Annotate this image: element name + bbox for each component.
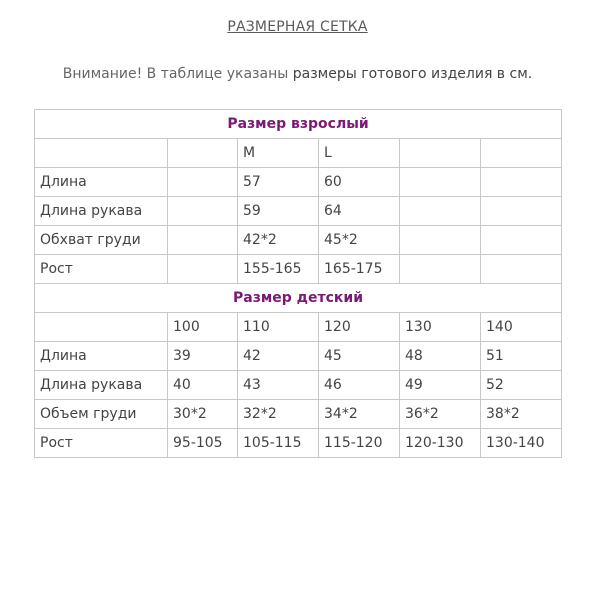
table-cell: M <box>238 139 319 168</box>
table-cell: 59 <box>238 197 319 226</box>
table-cell <box>481 139 562 168</box>
table-cell: 39 <box>168 342 238 371</box>
row-label: Длина рукава <box>35 371 168 400</box>
table-cell: L <box>319 139 400 168</box>
table-row <box>35 226 562 255</box>
table-cell: 45*2 <box>319 226 400 255</box>
table-cell <box>400 139 481 168</box>
table-cell: 46 <box>319 371 400 400</box>
table-cell: 43 <box>238 371 319 400</box>
table-cell: 140 <box>481 313 562 342</box>
table-cell <box>481 226 562 255</box>
table-cell <box>168 197 238 226</box>
table-cell: 130-140 <box>481 429 562 458</box>
child-section-heading: Размер детский <box>35 284 562 313</box>
table-cell <box>168 168 238 197</box>
table-row <box>35 371 562 400</box>
table-cell: 45 <box>319 342 400 371</box>
row-label: Рост <box>35 255 168 284</box>
table-cell: 120 <box>319 313 400 342</box>
table-cell <box>481 255 562 284</box>
table-cell: 165-175 <box>319 255 400 284</box>
notice-text <box>0 66 595 82</box>
table-cell: 42*2 <box>238 226 319 255</box>
notice-text-part1: Внимание! В таблице указаны <box>62 66 293 82</box>
table-row <box>35 197 562 226</box>
table-row <box>35 342 562 371</box>
table-cell: 110 <box>238 313 319 342</box>
table-cell: 115-120 <box>319 429 400 458</box>
table-cell: 155-165 <box>238 255 319 284</box>
adult-section-row <box>35 110 562 139</box>
table-cell: 60 <box>319 168 400 197</box>
table-cell <box>400 255 481 284</box>
table-cell <box>400 226 481 255</box>
table-cell: 100 <box>168 313 238 342</box>
table-cell <box>168 255 238 284</box>
table-cell <box>35 313 168 342</box>
size-table <box>34 109 562 458</box>
table-row <box>35 429 562 458</box>
table-cell <box>400 197 481 226</box>
notice-text-part2: размеры готового изделия в см. <box>292 66 533 82</box>
table-cell <box>168 139 238 168</box>
table-cell <box>481 168 562 197</box>
table-cell: 64 <box>319 197 400 226</box>
table-cell: 52 <box>481 371 562 400</box>
table-cell: 49 <box>400 371 481 400</box>
adult-header-row <box>35 139 562 168</box>
table-cell: 40 <box>168 371 238 400</box>
row-label: Обхват груди <box>35 226 168 255</box>
row-label: Рост <box>35 429 168 458</box>
table-cell: 105-115 <box>238 429 319 458</box>
child-header-row <box>35 313 562 342</box>
table-cell <box>481 197 562 226</box>
row-label: Длина <box>35 168 168 197</box>
table-cell: 51 <box>481 342 562 371</box>
child-section-row <box>35 284 562 313</box>
table-cell: 48 <box>400 342 481 371</box>
table-cell: 57 <box>238 168 319 197</box>
table-cell <box>35 139 168 168</box>
table-cell: 34*2 <box>319 400 400 429</box>
table-cell: 38*2 <box>481 400 562 429</box>
table-cell <box>400 168 481 197</box>
table-cell: 42 <box>238 342 319 371</box>
table-row <box>35 168 562 197</box>
table-cell: 36*2 <box>400 400 481 429</box>
row-label: Длина <box>35 342 168 371</box>
table-cell <box>168 226 238 255</box>
table-cell: 30*2 <box>168 400 238 429</box>
adult-section-heading: Размер взрослый <box>35 110 562 139</box>
table-cell: 95-105 <box>168 429 238 458</box>
table-cell: 120-130 <box>400 429 481 458</box>
page-title: РАЗМЕРНАЯ СЕТКА <box>227 19 368 35</box>
table-row <box>35 255 562 284</box>
table-row <box>35 400 562 429</box>
table-cell: 130 <box>400 313 481 342</box>
row-label: Длина рукава <box>35 197 168 226</box>
table-cell: 32*2 <box>238 400 319 429</box>
row-label: Объем груди <box>35 400 168 429</box>
